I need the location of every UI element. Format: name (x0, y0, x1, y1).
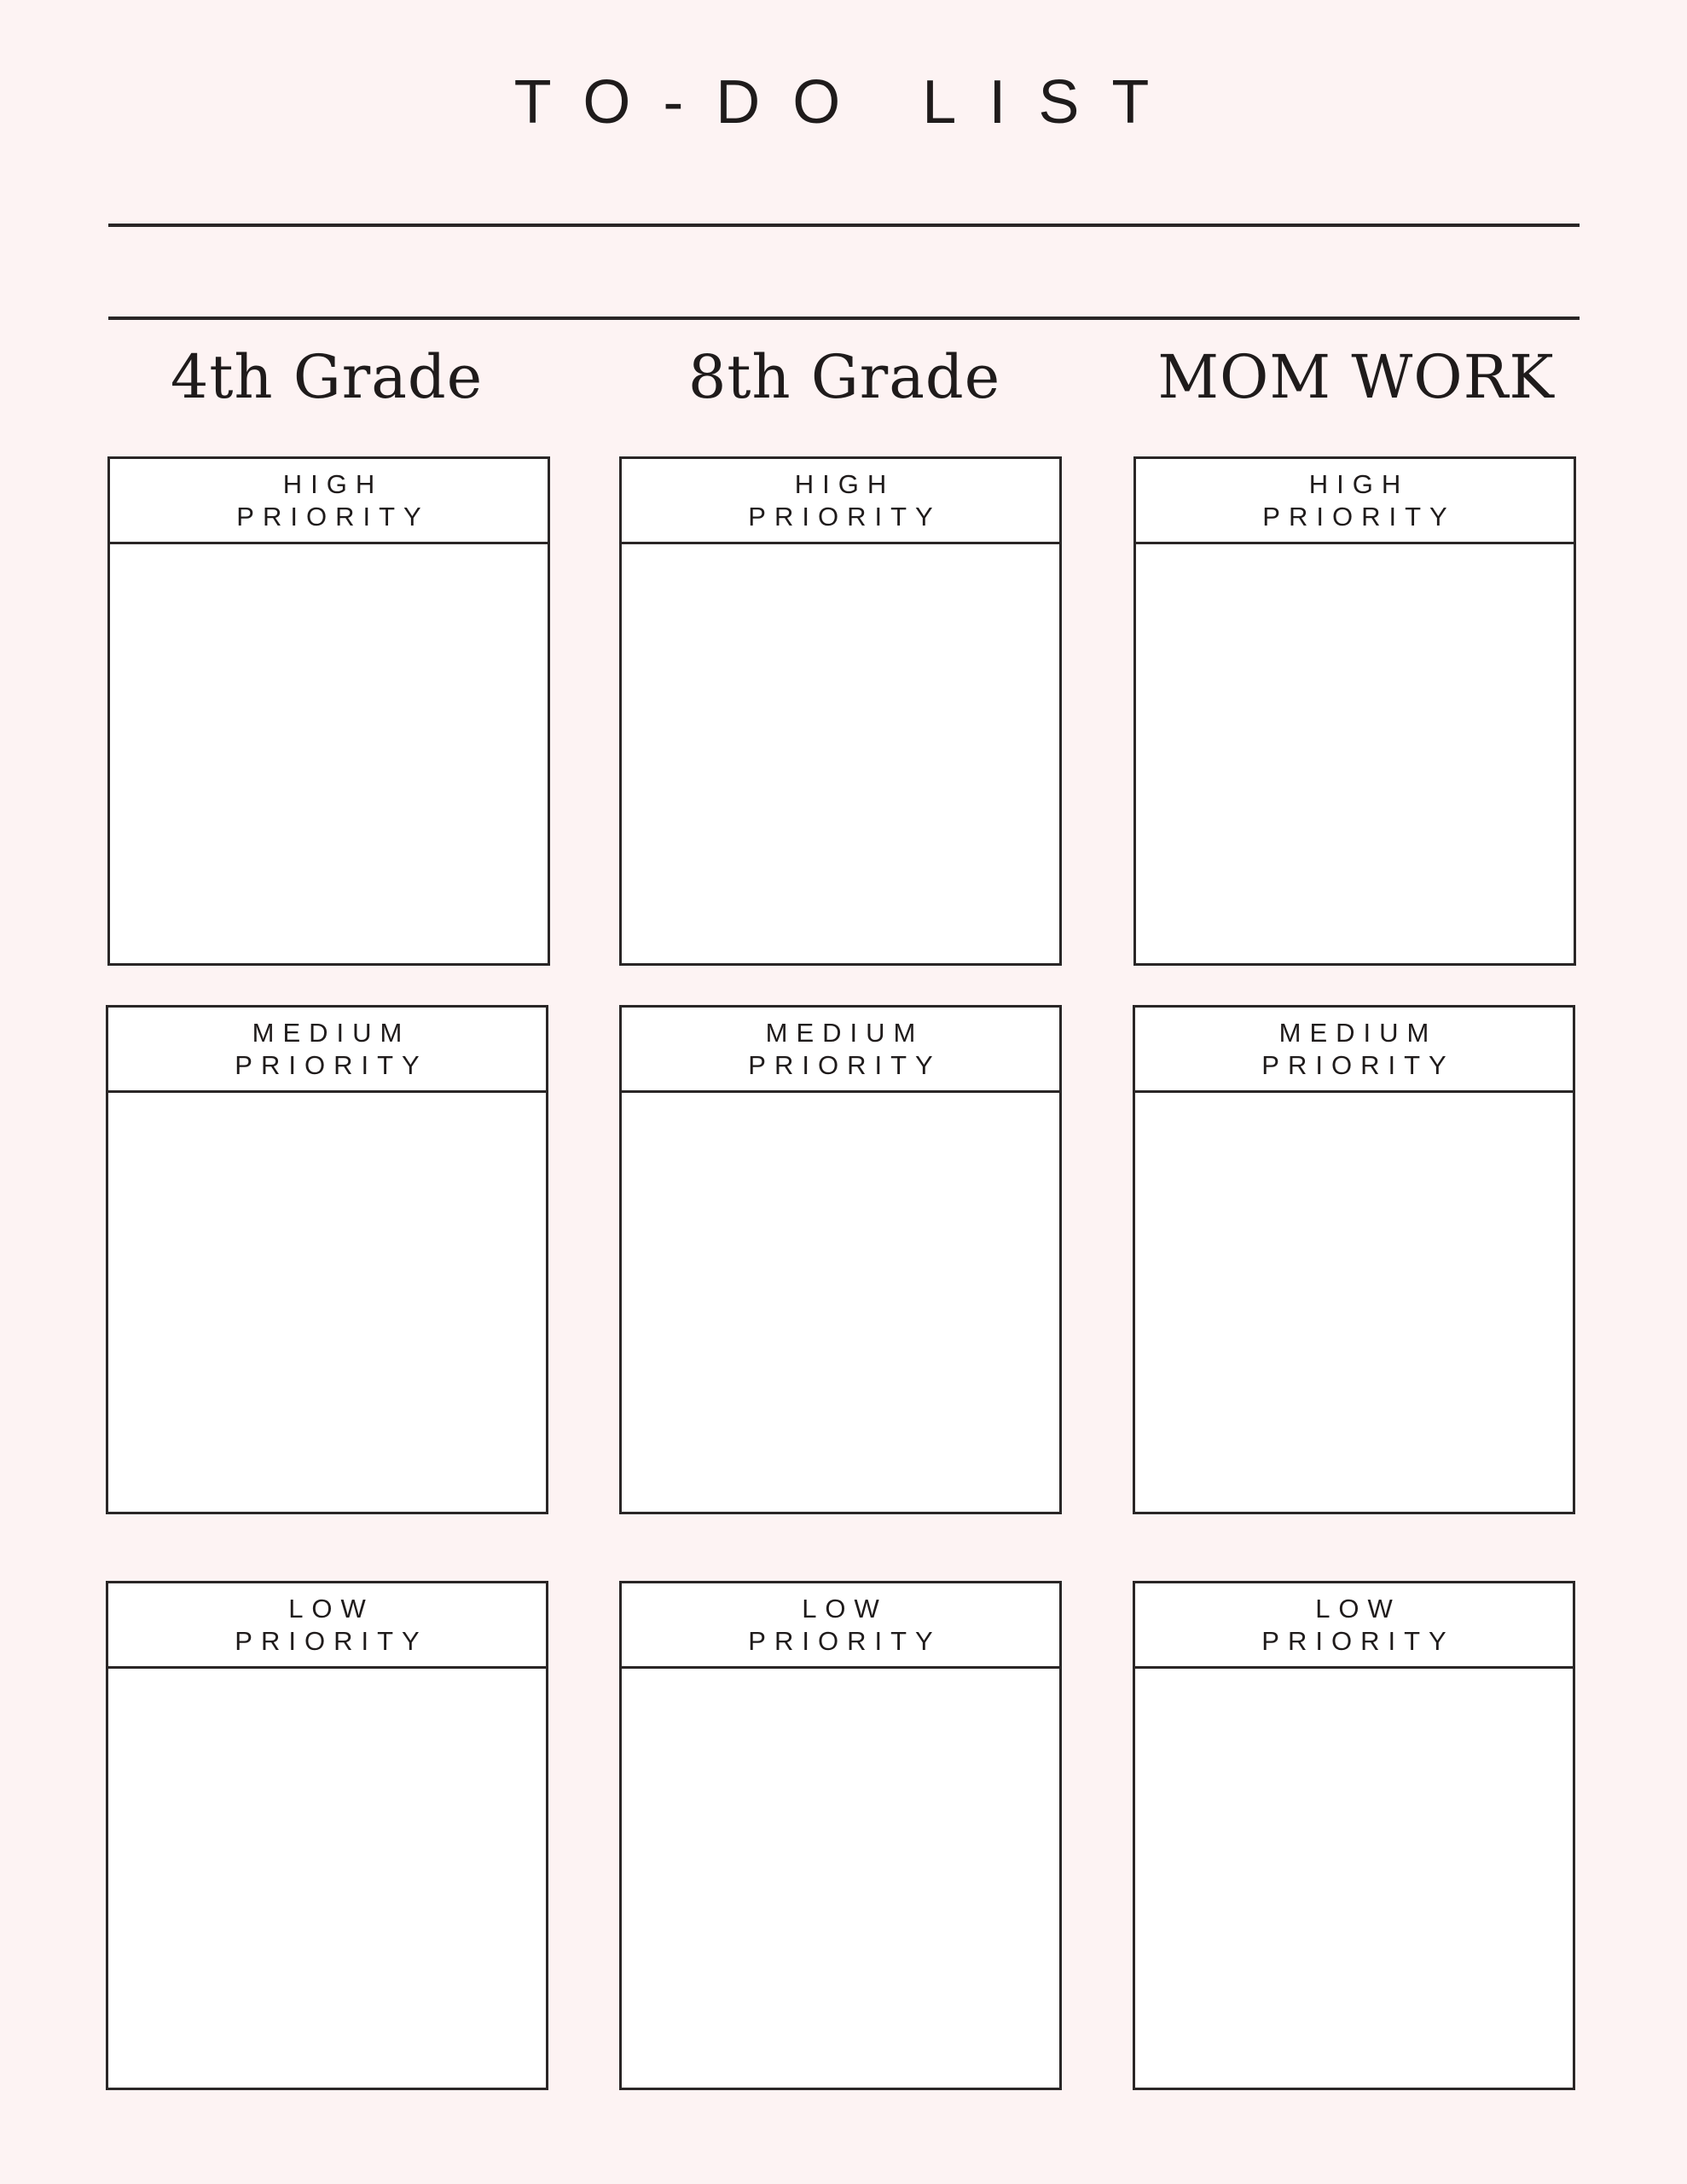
task-writing-area[interactable] (1136, 544, 1574, 963)
priority-word-label: PRIORITY (748, 1049, 942, 1080)
priority-level-label: HIGH (282, 468, 384, 499)
column-heading-mom-work: MOM WORK (1157, 342, 1555, 412)
priority-level-label: LOW (802, 1593, 888, 1623)
box-8th-grade-low-priority (619, 1581, 1062, 2090)
priority-word-label: PRIORITY (748, 1625, 942, 1656)
priority-level-label: LOW (288, 1593, 374, 1623)
task-writing-area[interactable] (622, 1093, 1059, 1512)
box-header (1135, 1008, 1573, 1093)
box-4th-grade-high-priority (107, 456, 550, 966)
priority-level-label: HIGH (794, 468, 896, 499)
box-4th-grade-medium-priority (106, 1005, 548, 1514)
priority-word-label: PRIORITY (235, 1625, 428, 1656)
column-heading-4th-grade: 4th Grade (170, 342, 484, 412)
task-writing-area[interactable] (110, 544, 548, 963)
priority-level-label: LOW (1315, 1593, 1401, 1623)
priority-level-label: HIGH (1308, 468, 1410, 499)
task-writing-area[interactable] (622, 544, 1059, 963)
task-writing-area[interactable] (108, 1669, 546, 2088)
page-title: TO-DO LIST (513, 68, 1182, 136)
priority-level-label: MEDIUM (1278, 1017, 1438, 1048)
priority-word-label: PRIORITY (236, 501, 430, 531)
box-header (1135, 1583, 1573, 1669)
task-writing-area[interactable] (622, 1669, 1059, 2088)
priority-word-label: PRIORITY (235, 1049, 428, 1080)
column-heading-8th-grade: 8th Grade (687, 342, 1001, 412)
priority-word-label: PRIORITY (1262, 501, 1456, 531)
box-8th-grade-high-priority (619, 456, 1062, 966)
box-header (622, 459, 1059, 544)
task-writing-area[interactable] (1135, 1669, 1573, 2088)
box-mom-work-medium-priority (1133, 1005, 1575, 1514)
priority-word-label: PRIORITY (1261, 1049, 1455, 1080)
box-mom-work-high-priority (1133, 456, 1576, 966)
priority-level-label: MEDIUM (252, 1017, 411, 1048)
title-underline-top (108, 224, 1580, 227)
priority-level-label: MEDIUM (765, 1017, 925, 1048)
box-header (108, 1583, 546, 1669)
priority-word-label: PRIORITY (1261, 1625, 1455, 1656)
task-writing-area[interactable] (1135, 1093, 1573, 1512)
priority-word-label: PRIORITY (748, 501, 942, 531)
title-underline-bottom (108, 317, 1580, 320)
task-writing-area[interactable] (108, 1093, 546, 1512)
box-4th-grade-low-priority (106, 1581, 548, 2090)
box-header (110, 459, 548, 544)
box-header (622, 1008, 1059, 1093)
box-8th-grade-medium-priority (619, 1005, 1062, 1514)
box-header (108, 1008, 546, 1093)
box-header (622, 1583, 1059, 1669)
box-mom-work-low-priority (1133, 1581, 1575, 2090)
box-header (1136, 459, 1574, 544)
